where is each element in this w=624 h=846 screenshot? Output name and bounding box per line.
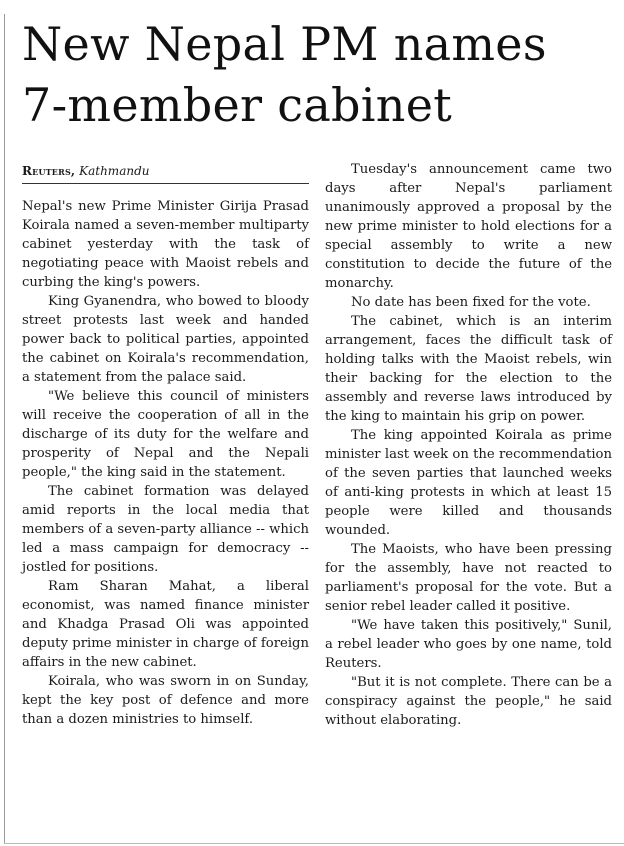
article-paragraph: "But it is not complete. There can be a conspiracy against the people," he said without elaborating. xyxy=(325,675,612,728)
headline-line-1: New Nepal PM names xyxy=(22,17,547,71)
article-column-left xyxy=(22,162,309,729)
article-paragraph: The cabinet, which is an interim arrangement, faces the difficult task of holding talks with the Maoist rebels, win their backing for the election to the assembly and reverse laws introduced by the king to maintain his grip on power. xyxy=(325,314,612,424)
article-paragraph: Tuesday's announcement came two days after Nepal's parliament unanimously approved a proposal by the new prime minister to hold elections for a special assembly to write a new constitution to decide the future of the monarchy. xyxy=(325,162,612,291)
article-paragraph: The Maoists, who have been pressing for the assembly, have not reacted to parliament's proposal for the vote. But a senior rebel leader called it positive. xyxy=(325,542,612,614)
article-paragraph: Ram Sharan Mahat, a liberal economist, was named finance minister and Khadga Prasad Oli was appointed deputy prime minister in charge of foreign affairs in the new cabinet. xyxy=(22,579,309,670)
headline xyxy=(22,14,622,136)
article-paragraph: Koirala, who was sworn in on Sunday, kept the key post of defence and more than a dozen ministries to himself. xyxy=(22,674,309,727)
article-paragraph: "We believe this council of ministers will receive the cooperation of all in the discharge of its duty for the welfare and prosperity of Nepal and the Nepali people," the king said in the statement. xyxy=(22,389,309,480)
article-paragraph: No date has been fixed for the vote. xyxy=(351,295,591,310)
byline-dateline: Kathmandu xyxy=(79,164,150,178)
article-paragraph: "We have taken this positively," Sunil, a rebel leader who goes by one name, told Reuters. xyxy=(325,618,612,671)
article-paragraph: The cabinet formation was delayed amid reports in the local media that members of a seven-party alliance -- which led a mass campaign for democracy -- jostled for positions. xyxy=(22,484,309,575)
article-column-right xyxy=(325,160,612,730)
article-paragraph: The king appointed Koirala as prime minister last week on the recommendation of the seven parties that launched weeks of anti-king protests in which at least 15 people were killed and thousands wounded. xyxy=(325,428,612,538)
byline xyxy=(22,162,309,184)
headline-line-2: 7-member cabinet xyxy=(22,78,453,132)
left-column-rule xyxy=(4,14,5,844)
bottom-rule xyxy=(4,843,624,844)
article-paragraph: Nepal's new Prime Minister Girija Prasad Koirala named a seven-member multiparty cabinet yesterday with the task of negotiating peace with Maoist rebels and curbing the king's powers. xyxy=(22,199,309,290)
byline-agency: Reuters, xyxy=(22,164,76,178)
article-paragraph: King Gyanendra, who bowed to bloody street protests last week and handed power back to political parties, appointed the cabinet on Koirala's recommendation, a statement from the palace said. xyxy=(22,294,309,385)
